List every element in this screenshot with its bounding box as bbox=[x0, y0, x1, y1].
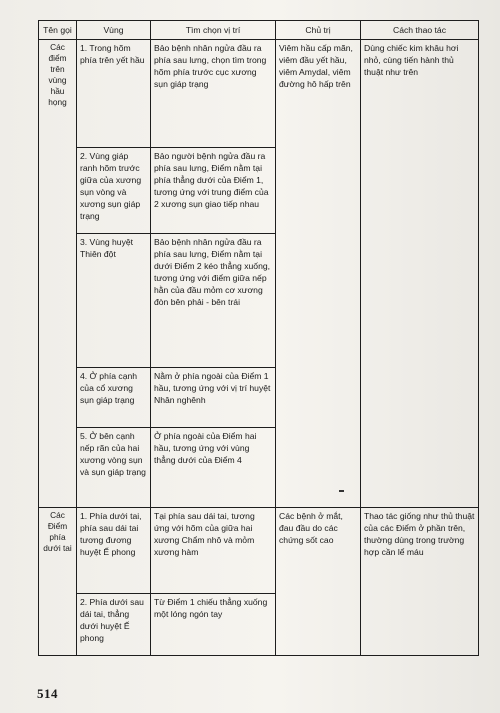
operation-cell-throat: Dùng chiếc kim khâu hơi nhỏ, cùng tiến hành thủ thuật như trên bbox=[361, 40, 479, 508]
stray-dash-mark bbox=[339, 490, 344, 492]
acupoint-table bbox=[38, 20, 479, 656]
zone-cell: 3. Vùng huyệt Thiên đột bbox=[77, 234, 151, 368]
location-cell: Nằm ở phía ngoài của Điểm 1 hầu, tương ứng với vị trí huyệt Nhân nghênh bbox=[151, 368, 276, 428]
group-name-below-ear: Các Điểm phía dưới tai bbox=[39, 508, 77, 656]
header-zone: Vùng bbox=[77, 21, 151, 40]
indication-cell-below-ear: Các bệnh ở mắt, đau đầu do các chứng sốt cao bbox=[276, 508, 361, 656]
zone-cell: 2. Vùng giáp ranh hõm trước giữa của xương sụn vòng và xương sụn giáp trạng bbox=[77, 148, 151, 234]
header-location: Tìm chọn vị trí bbox=[151, 21, 276, 40]
page-number: 514 bbox=[37, 686, 58, 701]
group-name-throat: Các điểm trên vùng hầu họng bbox=[39, 40, 77, 508]
zone-cell: 2. Phía dưới sau dái tai, thẳng dưới huyệt Ế phong bbox=[77, 594, 151, 656]
location-cell: Ở phía ngoài của Điểm hai hầu, tương ứng với vùng thẳng dưới của Điểm 4 bbox=[151, 428, 276, 508]
location-cell: Bảo bệnh nhân ngửa đầu ra phía sau lưng, chọn tìm trong hõm phía trước cục xương sụn giáp trạng bbox=[151, 40, 276, 148]
location-cell: Bảo bệnh nhân ngửa đầu ra phía sau lưng, Điểm nằm tại dưới Điểm 2 kéo thẳng xuống, tương ứng với điểm giữa nếp hằn của đầu mỏm cơ xương đòn bên phải - bên trái bbox=[151, 234, 276, 368]
header-operation: Cách thao tác bbox=[361, 21, 479, 40]
operation-cell-below-ear: Thao tác giống như thủ thuật của các Điểm ở phần trên, thường dùng trong trường hợp cần lể máu bbox=[361, 508, 479, 656]
location-cell: Từ Điểm 1 chiếu thẳng xuống một lóng ngón tay bbox=[151, 594, 276, 656]
zone-cell: 5. Ở bên cạnh nếp rãn của hai xương vòng sụn và sụn giáp trạng bbox=[77, 428, 151, 508]
zone-cell: 1. Trong hõm phía trên yết hầu bbox=[77, 40, 151, 148]
indication-cell-throat: Viêm hầu cấp mãn, viêm đầu yết hầu, viêm Amydal, viêm đường hô hấp trên bbox=[276, 40, 361, 508]
location-cell: Tại phía sau dái tai, tương ứng với hõm của giữa hai xương Chẩm nhô và mỏm xương hàm bbox=[151, 508, 276, 594]
zone-cell: 4. Ở phía cạnh của cổ xương sụn giáp trạng bbox=[77, 368, 151, 428]
table-row bbox=[39, 508, 479, 594]
location-cell: Bảo người bệnh ngửa đầu ra phía sau lưng, Điểm nằm tại phía thẳng dưới của Điểm 1, tương ứng với trung điểm của 2 xương sụn giao tiếp nhau bbox=[151, 148, 276, 234]
header-name: Tên gọi bbox=[39, 21, 77, 40]
table-header-row bbox=[39, 21, 479, 40]
header-indication: Chủ trị bbox=[276, 21, 361, 40]
zone-cell: 1. Phía dưới tai, phía sau dái tai tương đương huyệt Ế phong bbox=[77, 508, 151, 594]
table-row bbox=[39, 40, 479, 148]
